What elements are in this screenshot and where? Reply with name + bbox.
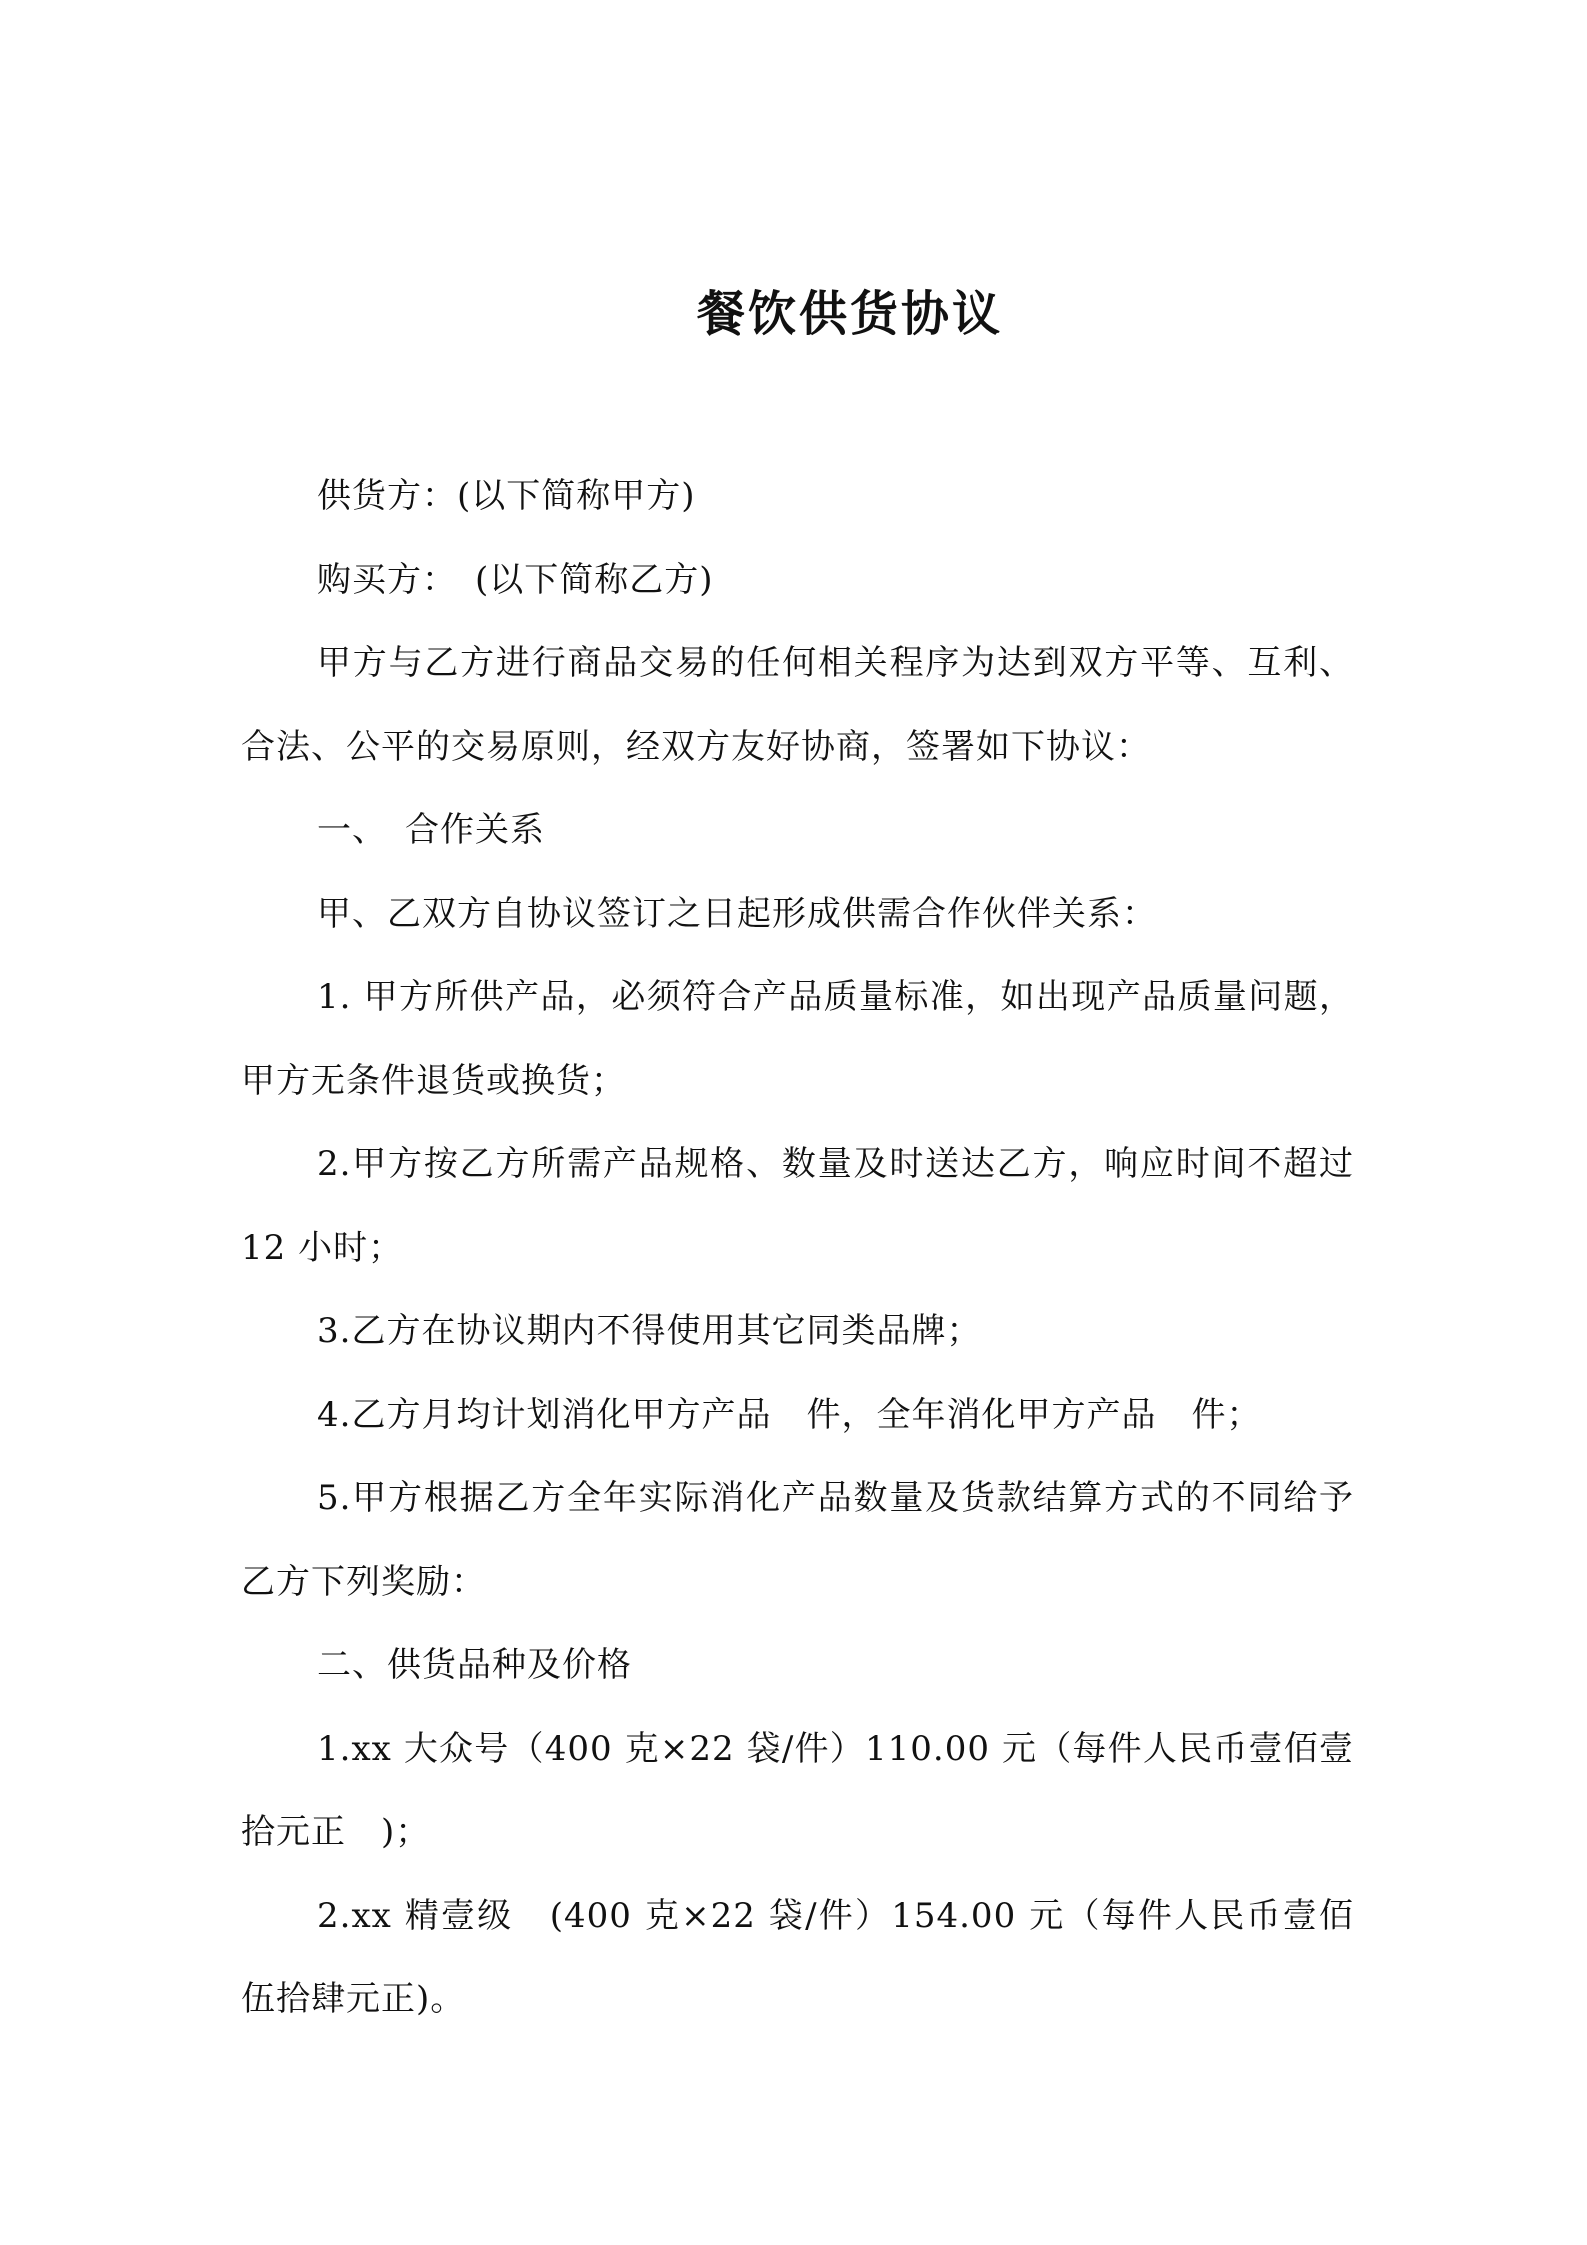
- clause-3-exclusivity: 3.乙方在协议期内不得使用其它同类品牌；: [317, 1311, 982, 1351]
- paragraph-preamble: 甲方与乙方进行商品交易的任何相关程序为达到双方平等、互利、合法、公平的交易原则，经双方友好协商，签署如下协议：: [241, 643, 1354, 767]
- section-heading-products: 二、供货品种及价格: [317, 1645, 632, 1685]
- paragraph-supplier: 供货方：(以下简称甲方): [317, 476, 696, 516]
- paragraph-cooperation-intro: 甲、乙双方自协议签订之日起形成供需合作伙伴关系：: [317, 893, 1157, 934]
- product-item-1: 1.xx 大众号（400 克×22 袋/件）110.00 元（每件人民币壹佰壹拾元正 )；: [241, 1728, 1354, 1852]
- product-item-2: 2.xx 精壹级 (400 克×22 袋/件）154.00 元（每件人民币壹佰伍拾肆元正)。: [241, 1895, 1354, 2019]
- clause-4-volume: 4.乙方月均计划消化甲方产品 件，全年消化甲方产品 件；: [317, 1394, 1262, 1435]
- paragraph-buyer: 购买方： (以下简称乙方): [317, 559, 714, 600]
- clause-5-rewards: 5.甲方根据乙方全年实际消化产品数量及货款结算方式的不同给予乙方下列奖励：: [241, 1478, 1354, 1602]
- document-body: [241, 455, 1354, 2042]
- document-title: 餐饮供货协议: [696, 286, 1003, 342]
- clause-2-delivery: 2.甲方按乙方所需产品规格、数量及时送达乙方，响应时间不超过 12 小时；: [241, 1144, 1354, 1268]
- clause-1-quality: 1. 甲方所供产品，必须符合产品质量标准，如出现产品质量问题，甲方无条件退货或换货；: [241, 977, 1354, 1101]
- section-heading-cooperation: 一、 合作关系: [317, 810, 545, 850]
